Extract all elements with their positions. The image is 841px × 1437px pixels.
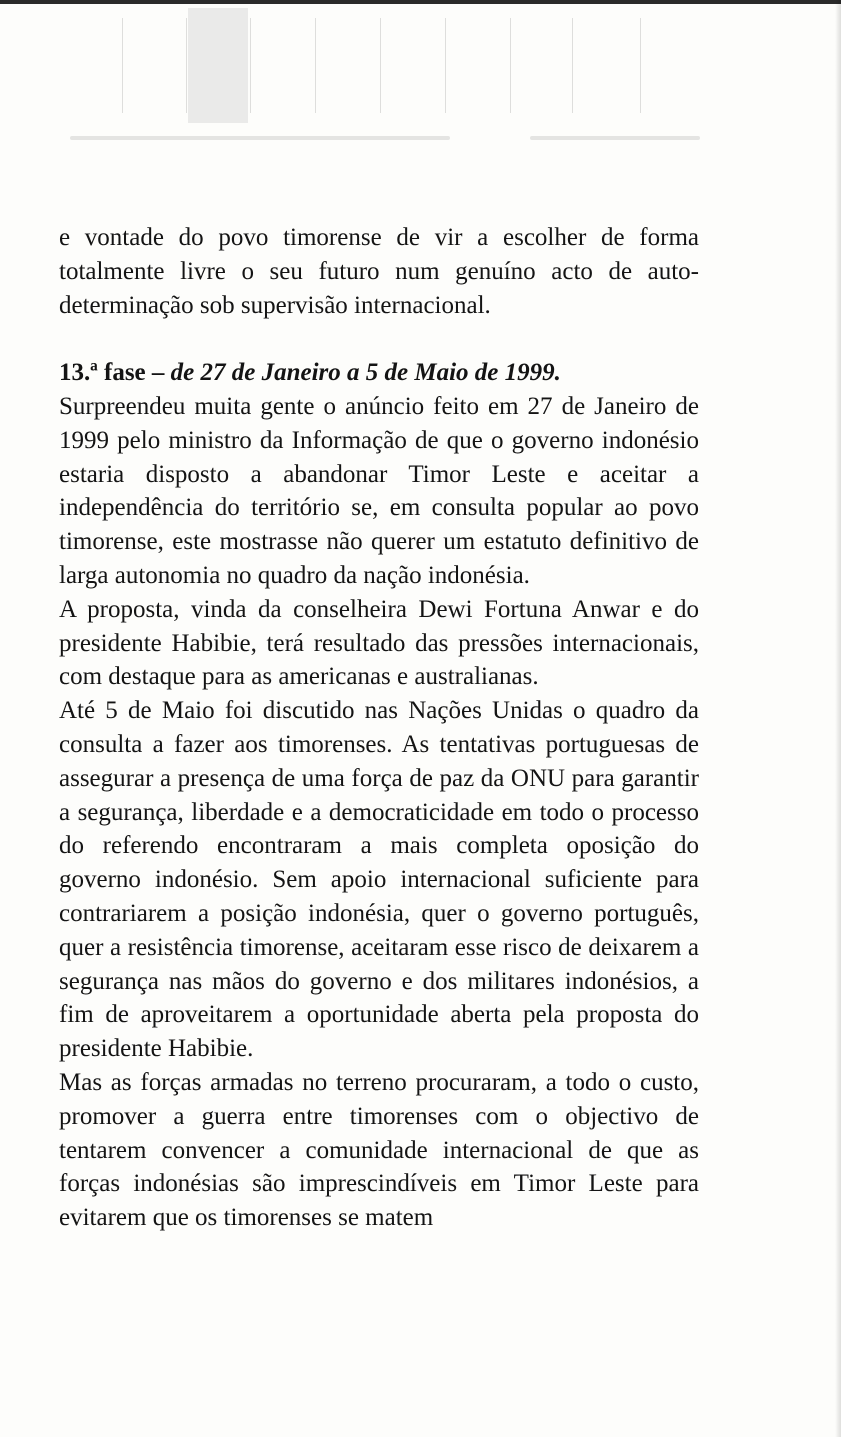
page-right-edge-shadow [835,0,841,1437]
paragraph-continuation: e vontade do povo timorense de vir a escolher de forma totalmente livre o seu futuro num genuíno acto de auto-determinação sob supervisão internacional. [59,224,699,319]
bleed-rule [186,18,187,113]
bleed-rule [315,18,316,113]
bleed-rule [640,18,641,113]
page-body [59,221,699,1235]
paragraph-proposal: A proposta, vinda da conselheira Dewi Fortuna Anwar e do presidente Habibie, terá resultado das pressões internacionais, com destaque para as americanas e australianas. [59,595,699,691]
paragraph-armed-forces: Mas as forças armadas no terreno procuraram, a todo o custo, promover a guerra entre timorenses com o objectivo de tentarem convencer a comunidade internacional de que as forças indonésias são imprescindíveis em Timor Leste para evitarem que os timorenses se matem [59,1068,699,1232]
bleed-text-line [530,136,700,140]
paragraph-un-discussion: Até 5 de Maio foi discutido nas Nações Unidas o quadro da consulta a fazer aos timorenses. As tentativas portuguesas de assegurar a presença de uma força de paz da ONU para garantir a segurança, liberdade e a democraticidade em todo o processo do referendo encontraram a mais completa oposição do governo indonésio. Sem apoio internacional suficiente para contrariarem a posição indonésia, quer o governo português, quer a resistência timorense, aceitaram esse risco de deixarem a segurança nas mãos do governo e dos militares indonésios, a fim de aproveitarem a oportunidade aberta pela proposta do presidente Habibie. [59,697,699,1063]
bleed-shaded-column [188,8,248,123]
bleed-rule [380,18,381,113]
heading-dates: de 27 de Janeiro a 5 de Maio de 1999. [170,359,561,387]
paragraph-announcement: Surpreendeu muita gente o anúncio feito em 27 de Janeiro de 1999 pelo ministro da Informação de que o governo indonésio estaria disposto a abandonar Timor Leste e aceitar a independência do território se, em consulta popular ao povo timorense, este mostrasse não querer um estatuto definitivo de larga autonomia no quadro da nação indonésia. [59,392,699,589]
heading-phase-number: 13.ª fase – [59,359,165,387]
bleed-rule [510,18,511,113]
bleed-text-line [70,136,450,140]
reverse-page-bleed [60,8,710,158]
bleed-rule [445,18,446,113]
bleed-rule [122,18,123,113]
bleed-rule [572,18,573,113]
section-heading [59,322,699,390]
bleed-rule [250,18,251,113]
page-top-edge [0,0,841,4]
